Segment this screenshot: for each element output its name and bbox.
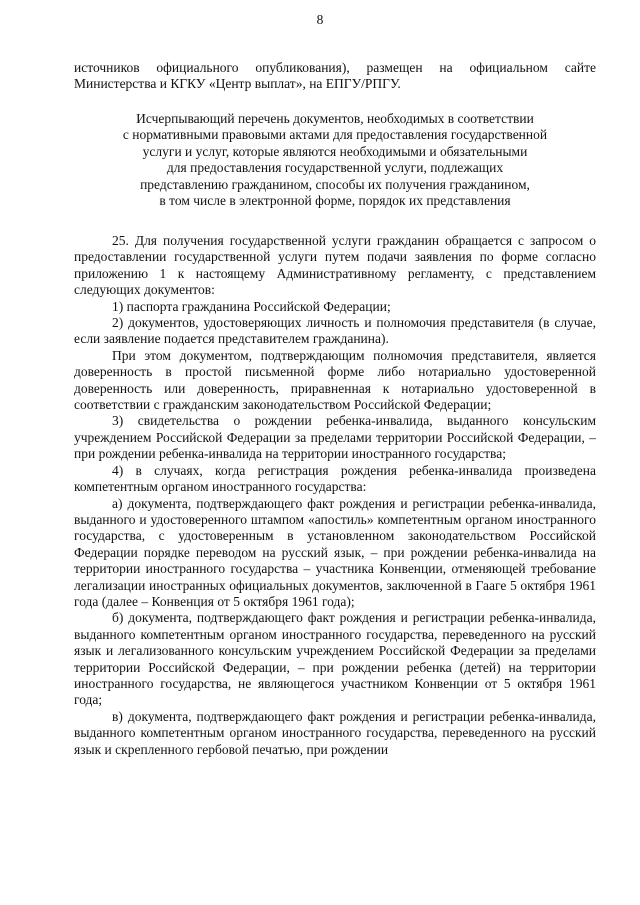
heading-line: для предоставления государственной услуги, подлежащих: [166, 160, 504, 176]
heading-line: услуги и услуг, которые являются необходимыми и обязательными: [142, 143, 528, 159]
list-item-1: 1) паспорта гражданина Российской Федерации;: [112, 298, 391, 314]
sub-item-a: а) документа, подтверждающего факт рождения и регистрации ребенка-инвалида, выданного и удостоверенного штампом «апостиль» компетентным органом иностранного государства, с удостоверенным в установленном законодательством Российской Федерации порядке переводом на русский язык, – при рождении ребенка-инвалида на территории иностранного государства – участника Конвенции, отменяющей требование легализации иностранных официальных документов, заключенной в Гааге 5 октября 1961 года (далее – Конвенция от 5 октября 1961 года);: [74, 495, 596, 609]
intro-block: [74, 60, 596, 93]
section-heading: [74, 111, 596, 209]
main-text: [74, 233, 596, 758]
list-item-3: 3) свидетельства о рождении ребенка-инвалида, выданного консульским учреждением Российской Федерации за пределами территории Российской Федерации, – при рождении ребенка-инвалида на территории иностранного государства;: [74, 413, 596, 462]
page-number: 8: [316, 12, 324, 27]
heading-line: в том числе в электронной форме, порядок их представления: [159, 193, 511, 209]
sub-item-b: б) документа, подтверждающего факт рождения и регистрации ребенка-инвалида, выданного компетентным органом иностранного государства, переведенного на русский язык и легализованного консульским учреждением Российской Федерации за пределами территории Российской Федерации, – при рождении ребенка (детей) на территории иностранного государства, не являющегося участником Конвенции от 5 октября 1961 года;: [74, 610, 596, 708]
heading-line: Исчерпывающий перечень документов, необходимых в соответствии: [136, 111, 534, 126]
list-item-2: 2) документов, удостоверяющих личность и полномочия представителя (в случае, если заявление подается представителем гражданина).: [74, 315, 596, 347]
intro-paragraph: источников официального опубликования), размещен на официальном сайте Министерства и КГКУ «Центр выплат», на ЕПГУ/РПГУ.: [74, 60, 596, 92]
heading-line: с нормативными правовыми актами для предоставления государственной: [122, 127, 548, 143]
paragraph-representative: При этом документом, подтверждающим полномочия представителя, является доверенность в простой письменной форме либо нотариально удостоверенной доверенность или доверенность, приравненная к нотариально удостоверенной в соответствии с гражданским законодательством Российской Федерации;: [74, 347, 596, 413]
heading-line: представлению гражданином, способы их получения гражданином,: [140, 176, 530, 192]
sub-item-v: в) документа, подтверждающего факт рождения и регистрации ребенка-инвалида, выданного компетентным органом иностранного государства, переведенного на русский язык и скрепленного гербовой печатью, при рождении: [74, 708, 596, 757]
paragraph-25: 25. Для получения государственной услуги гражданин обращается с запросом о предоставлении государственной услуги путем подачи заявления по форме согласно приложению 1 к настоящему Административному регламенту, с представлением следующих документов:: [74, 233, 596, 298]
list-item-4: 4) в случаях, когда регистрация рождения ребенка-инвалида произведена компетентным органом иностранного государства:: [74, 462, 596, 495]
